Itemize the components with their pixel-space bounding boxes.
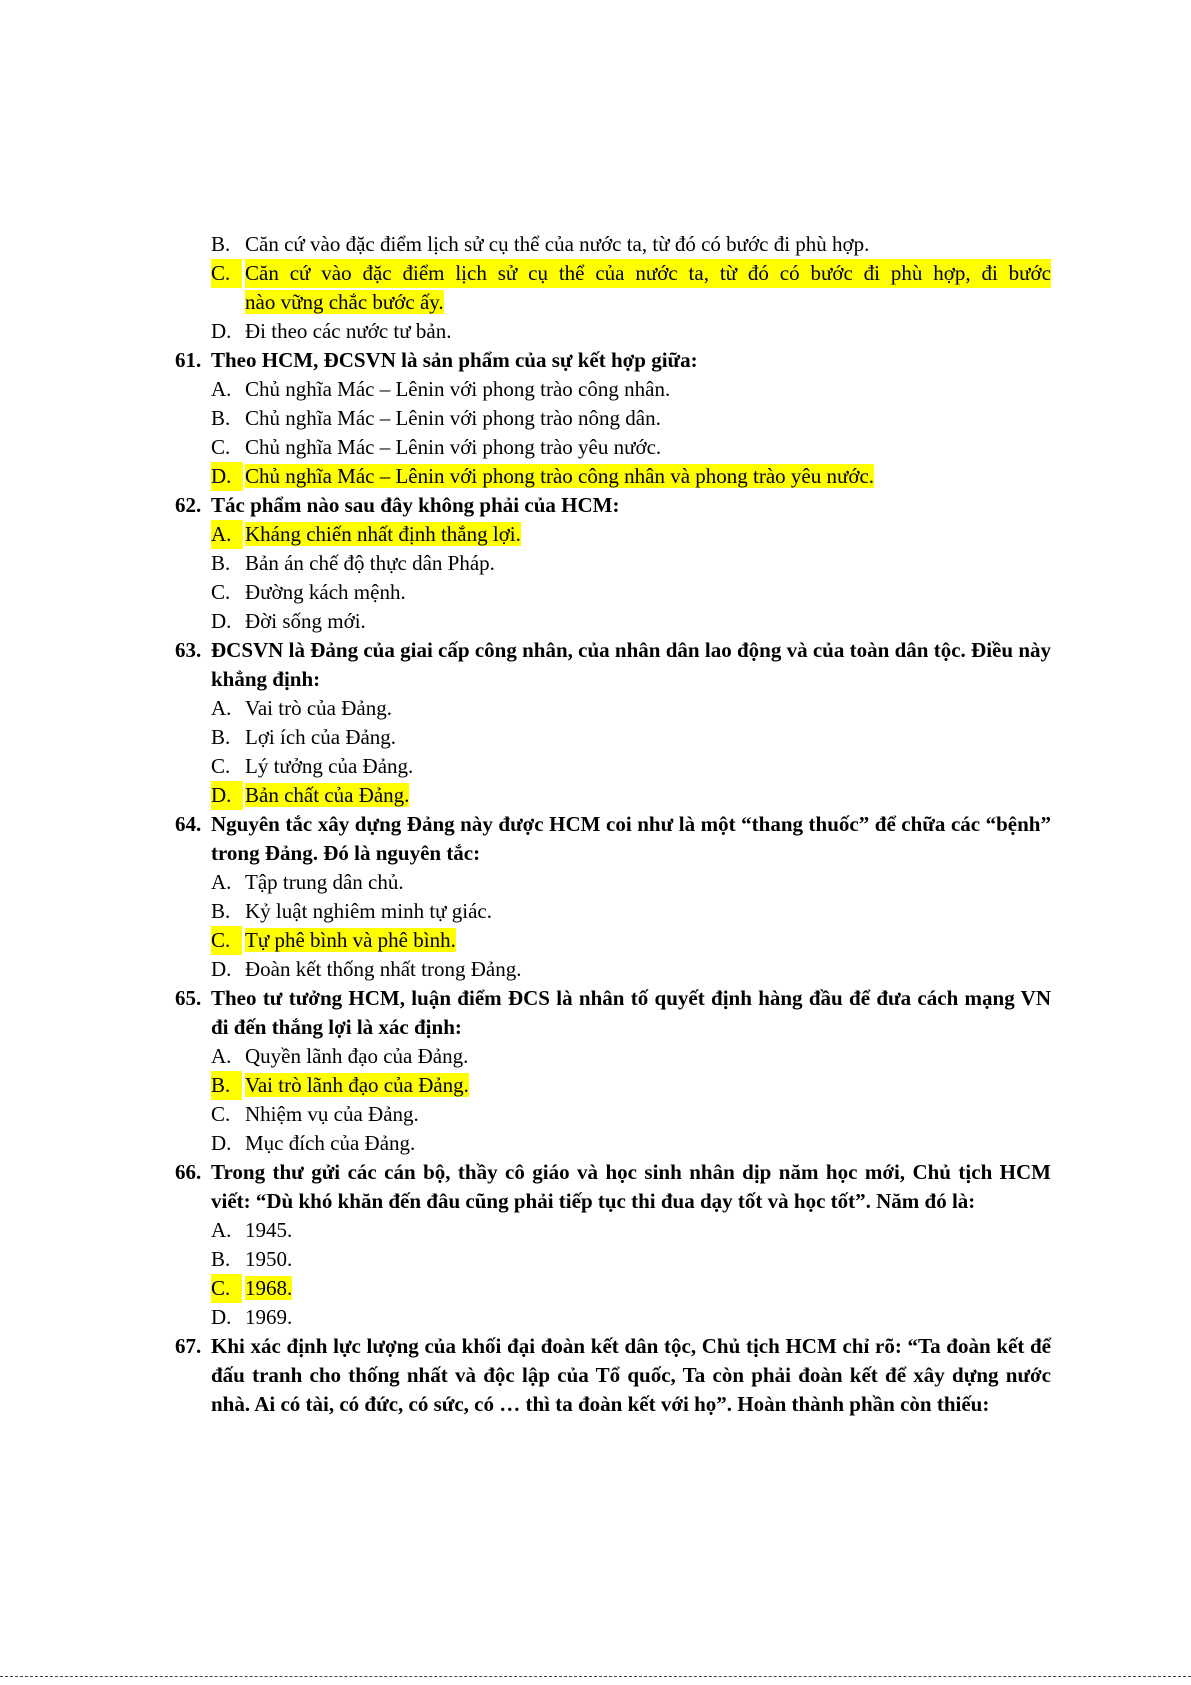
question-text: Theo HCM, ĐCSVN là sản phẩm của sự kết hợp giữa: [211,348,698,372]
option-item [175,1245,1051,1274]
option-letter: C. [211,926,242,955]
option-letter: D. [211,319,232,343]
option-item [175,1129,1051,1158]
option-item [175,752,1051,781]
option-text: Mục đích của Đảng. [245,1131,416,1155]
option-item [175,549,1051,578]
option-item [175,897,1051,926]
option-text: Kỷ luật nghiêm minh tự giác. [245,899,493,923]
option-letter: D. [211,1305,232,1329]
option-item [175,433,1051,462]
option-letter: A. [211,377,232,401]
option-item [175,1216,1051,1245]
option-letter: B. [211,232,231,256]
question-64 [175,810,1051,868]
option-text: Căn cứ vào đặc điểm lịch sử cụ thể của nước ta, từ đó có bước đi phù hợp, đi bước [245,259,1051,288]
option-text: Lý tưởng của Đảng. [245,754,414,778]
option-item [175,723,1051,752]
option-letter: D. [211,1131,232,1155]
option-item [175,1303,1051,1332]
option-text: Kháng chiến nhất định thắng lợi. [245,522,521,546]
option-letter: A. [211,696,232,720]
question-number: 67. [175,1334,202,1358]
option-item [175,375,1051,404]
option-text: Nhiệm vụ của Đảng. [245,1102,419,1126]
option-letter: B. [211,1247,231,1271]
option-letter: C. [211,580,231,604]
option-letter: C. [211,259,242,288]
question-number: 66. [175,1160,202,1184]
option-letter: D. [211,957,232,981]
option-item-highlighted [175,1274,1051,1303]
option-letter: B. [211,725,231,749]
option-text: Vai trò lãnh đạo của Đảng. [245,1073,469,1097]
option-text: Chủ nghĩa Mác – Lênin với phong trào công nhân. [245,377,671,401]
option-item [175,694,1051,723]
option-item [175,404,1051,433]
question-number: 65. [175,986,202,1010]
option-text: Tự phê bình và phê bình. [245,928,456,952]
option-text: 1950. [245,1247,293,1271]
question-number: 61. [175,348,202,372]
question-number: 62. [175,493,202,517]
question-text: Nguyên tắc xây dựng Đảng này được HCM coi như là một “thang thuốc” để chữa các “bệnh” trong Đảng. Đó là nguyên tắc: [211,812,1051,865]
option-item-highlighted [175,462,1051,491]
option-text: Đi theo các nước tư bản. [245,319,452,343]
option-item [175,317,1051,346]
option-text: 1945. [245,1218,293,1242]
option-text: Bản chất của Đảng. [245,783,410,807]
question-61 [175,346,1051,375]
option-letter: D. [211,781,243,810]
option-item [175,868,1051,897]
question-number: 63. [175,638,202,662]
option-item [175,1100,1051,1129]
option-letter: C. [211,435,231,459]
option-item-highlighted [175,781,1051,810]
question-text: Trong thư gửi các cán bộ, thầy cô giáo và học sinh nhân dịp năm học mới, Chủ tịch HCM viết: “Dù khó khăn đến đâu cũng phải tiếp tục thi đua dạy tốt và học tốt”. Năm đó là: [211,1160,1051,1213]
question-text: ĐCSVN là Đảng của giai cấp công nhân, của nhân dân lao động và của toàn dân tộc. Điều này khẳng định: [211,638,1051,691]
option-item [175,955,1051,984]
page-bottom-divider [0,1676,1191,1677]
option-letter: B. [211,406,231,430]
option-text: Bản án chế độ thực dân Pháp. [245,551,495,575]
option-text: Vai trò của Đảng. [245,696,392,720]
option-text: Căn cứ vào đặc điểm lịch sử cụ thể của nước ta, từ đó có bước đi phù hợp. [245,232,870,256]
option-item [175,230,1051,259]
question-text: Tác phẩm nào sau đây không phải của HCM: [211,493,620,517]
option-letter: B. [211,551,231,575]
option-letter: A. [211,870,232,894]
option-letter: A. [211,1044,232,1068]
option-letter: A. [211,520,243,549]
option-item [175,578,1051,607]
question-66 [175,1158,1051,1216]
option-item [175,607,1051,636]
option-item-highlighted [175,926,1051,955]
option-text: Lợi ích của Đảng. [245,725,397,749]
option-letter: B. [211,899,231,923]
option-letter: D. [211,462,243,491]
option-text: Đoàn kết thống nhất trong Đảng. [245,957,522,981]
option-text: Quyền lãnh đạo của Đảng. [245,1044,469,1068]
option-text: 1969. [245,1305,293,1329]
option-item-highlighted [175,259,1051,317]
question-67 [175,1332,1051,1419]
question-text: Khi xác định lực lượng của khối đại đoàn kết dân tộc, Chủ tịch HCM chỉ rõ: “Ta đoàn kết để đấu tranh cho thống nhất và độc lập của Tổ quốc, Ta còn phải đoàn kết để xây dựng nước nhà. Ai có tài, có đức, có sức, có … thì ta đoàn kết với họ”. Hoàn thành phần còn thiếu: [211,1334,1051,1416]
option-letter: D. [211,609,232,633]
question-65 [175,984,1051,1042]
option-text: Chủ nghĩa Mác – Lênin với phong trào yêu nước. [245,435,662,459]
option-text: Đường kách mệnh. [245,580,406,604]
option-item-highlighted [175,520,1051,549]
option-letter: C. [211,754,231,778]
option-text-continued: nào vững chắc bước ấy. [245,290,444,314]
quiz-content [175,230,1051,1419]
option-letter: C. [211,1274,242,1303]
option-text: Chủ nghĩa Mác – Lênin với phong trào nông dân. [245,406,661,430]
question-text: Theo tư tưởng HCM, luận điểm ĐCS là nhân tố quyết định hàng đầu để đưa cách mạng VN đi đến thắng lợi là xác định: [211,986,1051,1039]
question-number: 64. [175,812,202,836]
option-text: Chủ nghĩa Mác – Lênin với phong trào công nhân và phong trào yêu nước. [245,464,875,488]
option-letter: A. [211,1218,232,1242]
question-62 [175,491,1051,520]
option-text: 1968. [245,1276,293,1300]
option-item-highlighted [175,1071,1051,1100]
option-letter: B. [211,1071,242,1100]
option-text: Tập trung dân chủ. [245,870,404,894]
question-list [175,346,1051,1419]
option-letter: C. [211,1102,231,1126]
option-item [175,1042,1051,1071]
option-text: Đời sống mới. [245,609,366,633]
question-63 [175,636,1051,694]
